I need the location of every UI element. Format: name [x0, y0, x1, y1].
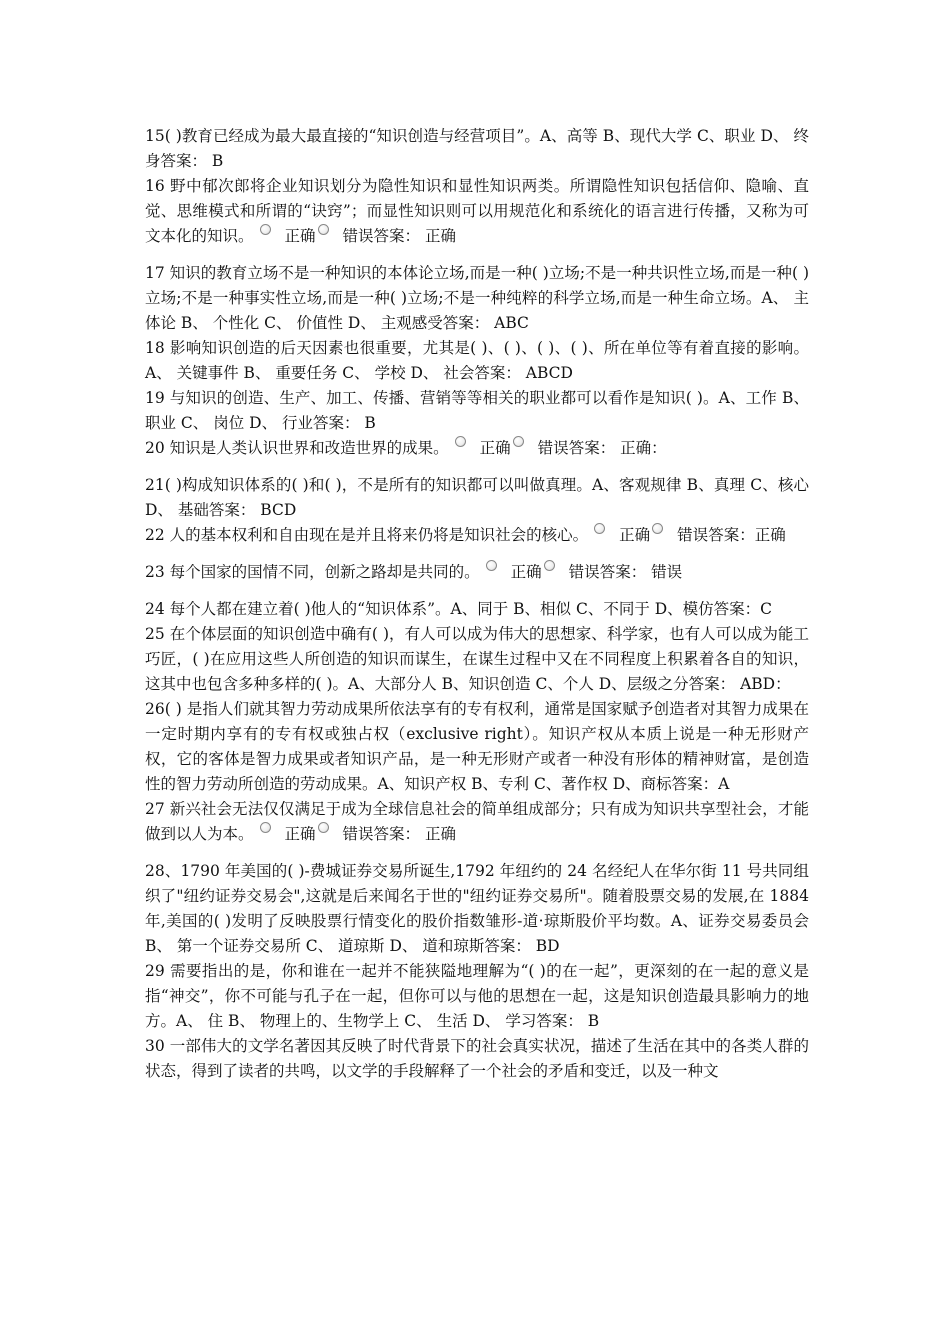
- question-16: [145, 1034, 809, 1084]
- option-false-label: 错误: [342, 227, 374, 245]
- answer-text: 答案： 正确: [373, 825, 456, 843]
- question-text: 26( ) 是指人们就其智力劳动成果所依法享有的专有权利，通常是国家赋予创造者对其智力成果在一定时期内享有的专有权或独占权（exclusive right）。知识产权从本质上说是一种无形财产权，它的客体是智力成果或者知识产品，是一种无形财产或者一种没有形体的精神财富，是创造性的智力劳动所创造的劳动成果。A、知识产权 B、专利 C、著作权 D、商标答案：A: [145, 700, 809, 793]
- question-15: [145, 959, 809, 1034]
- question-11: [145, 622, 809, 697]
- question-5: [145, 386, 809, 436]
- document-body: [145, 124, 809, 1084]
- radio-false-option[interactable]: [544, 560, 555, 571]
- question-10: [145, 597, 809, 622]
- question-text: 29 需要指出的是，你和谁在一起并不能狭隘地理解为“( )的在一起”，更深刻的在一起的意义是指“神交”，你不可能与孔子在一起，但你可以与他的思想在一起，这是知识创造最具影响力的地方。A、 住 B、 物理上的、生物学上 C、 生活 D、 学习答案： B: [145, 962, 809, 1030]
- answer-text: 答案： 错误: [599, 563, 683, 581]
- question-8: [145, 523, 809, 548]
- question-text: 20 知识是人类认识世界和改造世界的成果。: [145, 439, 449, 457]
- question-text: 28、1790 年美国的( )-费城证券交易所诞生,1792 年纽约的 24 名经纪人在华尔街 11 号共同组织了"纽约证券交易会",这就是后来闻名于世的"纽约证券交易所"。随着股票交易的发展,在 1884 年,美国的( )发明了反映股票行情变化的股价指数雏形-道·琼斯股价平均数。A、证券交易委员会 B、 第一个证券交易所 C、 道琼斯 D、 道和琼斯答案： BD: [145, 862, 809, 955]
- option-true-label: 正确: [284, 825, 316, 843]
- option-true-label: 正确: [479, 439, 511, 457]
- question-text: 15( )教育已经成为最大最直接的“知识创造与经营项目”。A、高等 B、现代大学 C、职业 D、 终身答案： B: [145, 127, 809, 170]
- question-text: 23 每个国家的国情不同，创新之路却是共同的。: [145, 563, 480, 581]
- question-6: [145, 436, 809, 461]
- option-false-label: 错误: [537, 439, 569, 457]
- answer-text: 答案：正确: [708, 526, 786, 544]
- question-9: [145, 560, 809, 585]
- option-true-label: 正确: [619, 526, 651, 544]
- question-text: 25 在个体层面的知识创造中确有( )，有人可以成为伟大的思想家、科学家，也有人可以成为能工巧匠，( )在应用这些人所创造的知识而谋生，在谋生过程中又在不同程度上积累着各自的知识，这其中也包含多种多样的( )。A、大部分人 B、知识创造 C、个人 D、层级之分答案： ABD：: [145, 625, 809, 693]
- question-text: 27 新兴社会无法仅仅满足于成为全球信息社会的简单组成部分；只有成为知识共享型社会，才能做到以人为本。: [145, 800, 809, 843]
- question-12: [145, 697, 809, 797]
- question-text: 19 与知识的创造、生产、加工、传播、营销等等相关的职业都可以看作是知识( )。A、工作 B、职业 C、 岗位 D、 行业答案： B: [145, 389, 809, 432]
- radio-false-option[interactable]: [318, 224, 329, 235]
- radio-true-option[interactable]: [455, 436, 466, 447]
- question-14: [145, 859, 809, 959]
- question-text: 22 人的基本权利和自由现在是并且将来仍将是知识社会的核心。: [145, 526, 589, 544]
- question-text: 18 影响知识创造的后天因素也很重要，尤其是( )、( )、( )、( )、所在单位等有着直接的影响。A、 关键事件 B、 重要任务 C、 学校 D、 社会答案： ABCD: [145, 339, 809, 382]
- answer-text: 答案： 正确：: [568, 439, 667, 457]
- question-13: [145, 797, 809, 847]
- question-7: [145, 473, 809, 523]
- question-text: 21( )构成知识体系的( )和( )，不是所有的知识都可以叫做真理。A、客观规律 B、真理 C、核心 D、 基础答案： BCD: [145, 476, 809, 519]
- question-text: 16 野中郁次郎将企业知识划分为隐性知识和显性知识两类。所谓隐性知识包括信仰、隐喻、直觉、思维模式和所谓的“诀窍”；而显性知识则可以用规范化和系统化的语言进行传播，又称为可文本化的知识。: [145, 177, 809, 245]
- option-false-label: 错误: [677, 526, 709, 544]
- radio-true-option[interactable]: [594, 523, 605, 534]
- option-true-label: 正确: [510, 563, 542, 581]
- question-4: [145, 336, 809, 386]
- question-text: 17 知识的教育立场不是一种知识的本体论立场,而是一种( )立场;不是一种共识性立场,而是一种( )立场;不是一种事实性立场,而是一种( )立场;不是一种纯粹的科学立场,而是一种生命立场。A、 主体论 B、 个性化 C、 价值性 D、 主观感受答案： ABC: [145, 264, 809, 332]
- radio-true-option[interactable]: [486, 560, 497, 571]
- radio-false-option[interactable]: [318, 822, 329, 833]
- option-true-label: 正确: [284, 227, 316, 245]
- question-3: [145, 261, 809, 336]
- radio-false-option[interactable]: [652, 523, 663, 534]
- question-2: [145, 174, 809, 249]
- option-false-label: 错误: [342, 825, 374, 843]
- option-false-label: 错误: [568, 563, 600, 581]
- question-1: [145, 124, 809, 174]
- radio-true-option[interactable]: [260, 822, 271, 833]
- radio-true-option[interactable]: [260, 224, 271, 235]
- radio-false-option[interactable]: [513, 436, 524, 447]
- question-text: 30 一部伟大的文学名著因其反映了时代背景下的社会真实状况，描述了生活在其中的各类人群的状态，得到了读者的共鸣，以文学的手段解释了一个社会的矛盾和变迁，以及一种文: [145, 1037, 809, 1080]
- question-text: 24 每个人都在建立着( )他人的“知识体系”。A、同于 B、相似 C、不同于 D、模仿答案：C: [145, 600, 773, 618]
- answer-text: 答案： 正确: [373, 227, 456, 245]
